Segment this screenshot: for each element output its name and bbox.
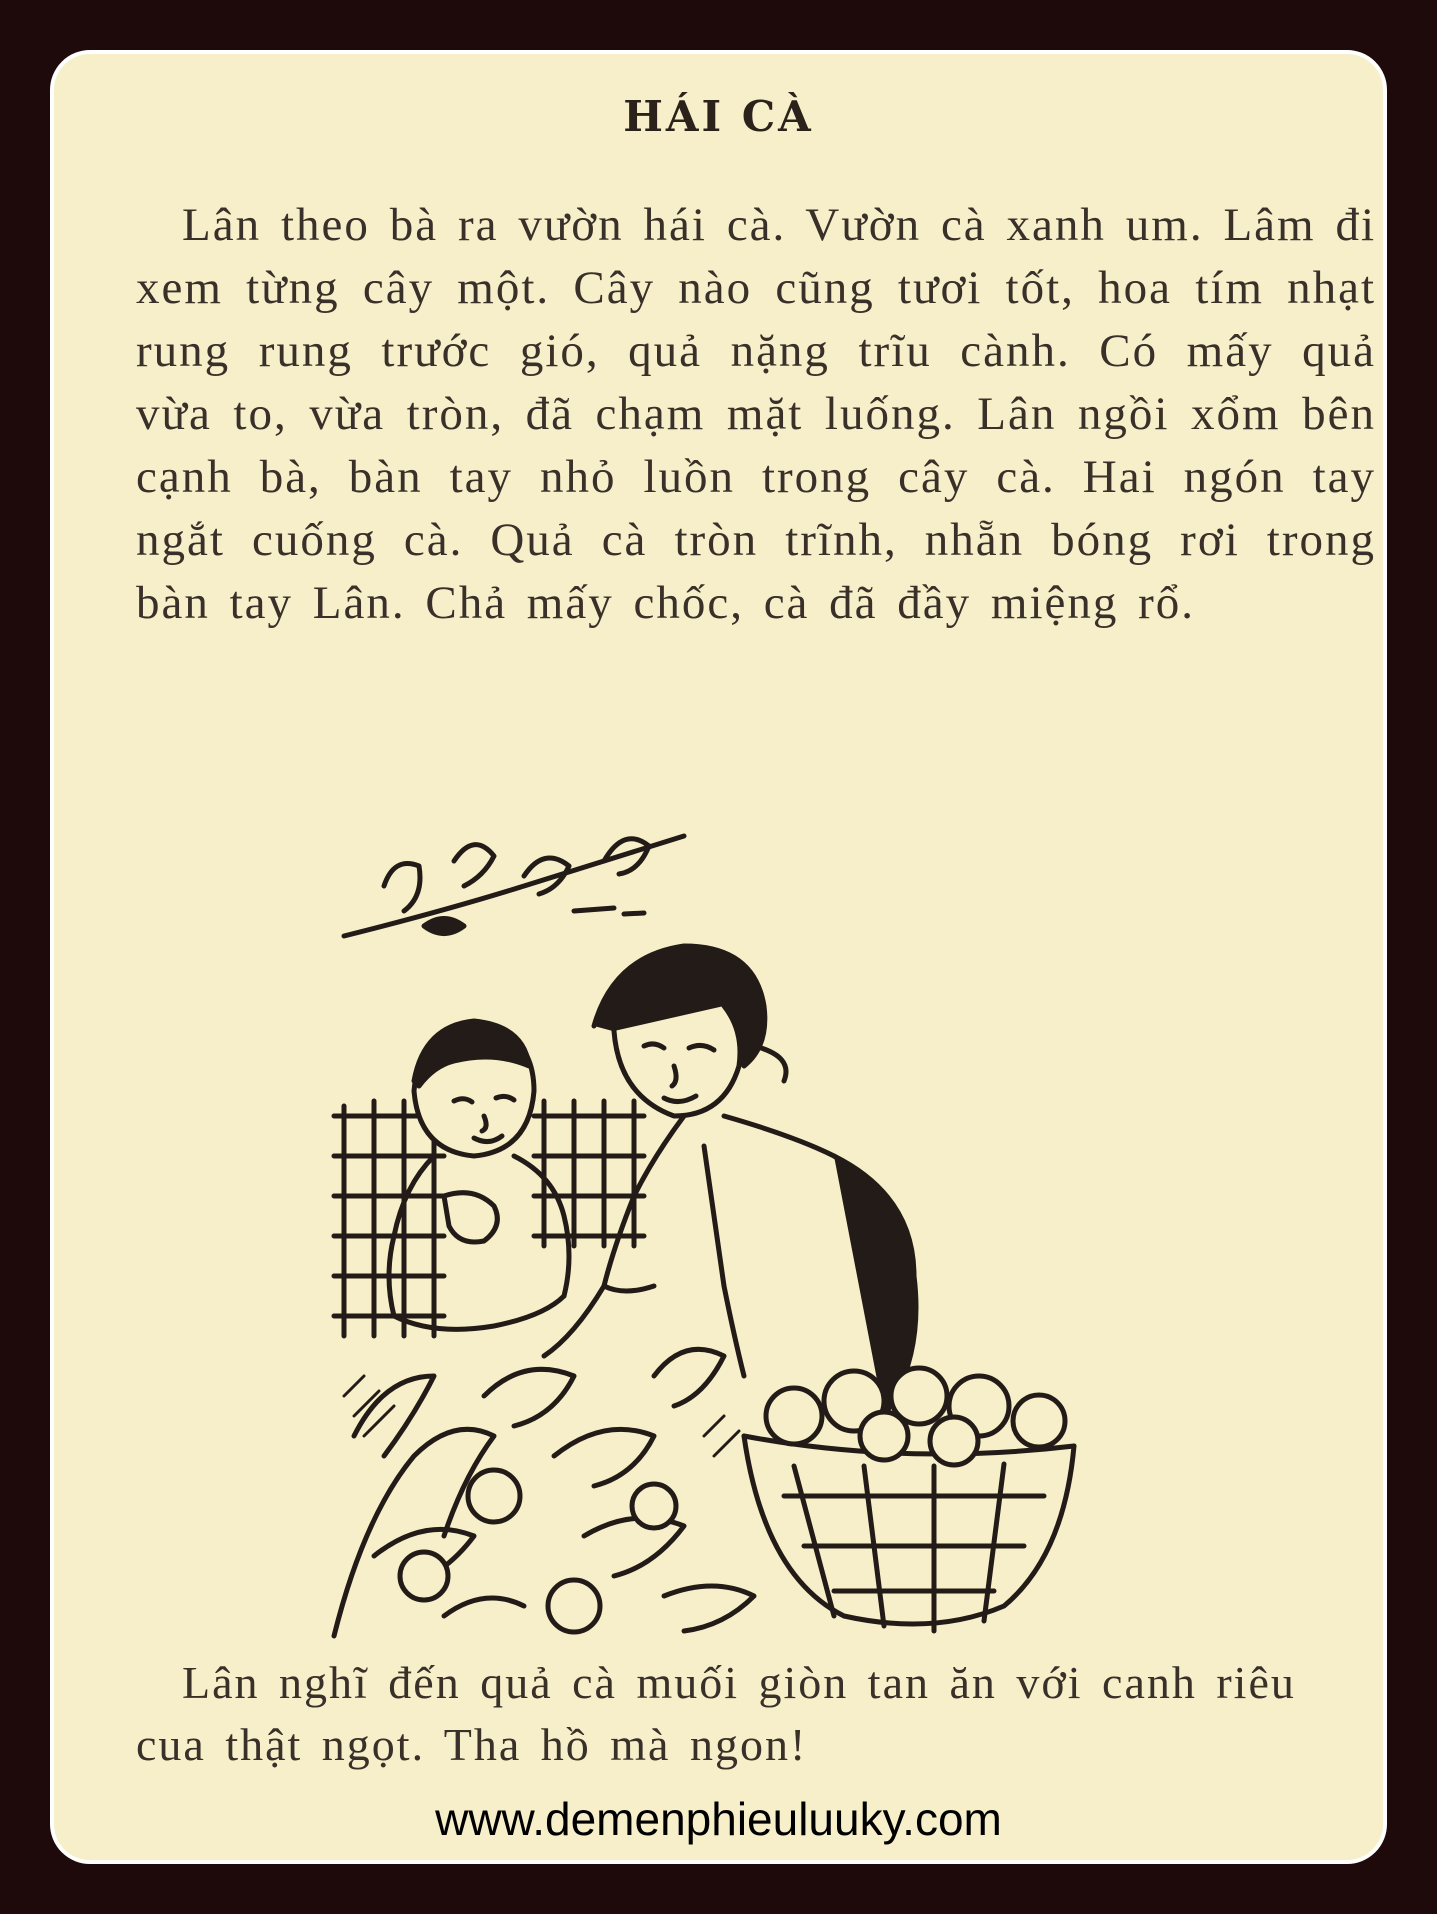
- website-url: www.demenphieuluuky.com: [435, 1793, 1002, 1845]
- story-paragraph: Lân theo bà ra vườn hái cà. Vườn cà xanh um. Lâm đi xem từng cây một. Cây nào cũng tươi tốt, hoa tím nhạt rung rung trước gió, quả nặng trĩu cành. Có mấy quả vừa to, vừa tròn, đã chạm mặt luống. Lân ngồi xổm bên cạnh bà, bàn tay nhỏ luồn trong cây cà. Hai ngón tay ngắt cuống cà. Quả cà tròn trĩnh, nhẵn bóng rơi trong bàn tay Lân. Chả mấy chốc, cà đã đầy miệng rổ.: [136, 199, 1376, 629]
- illustration-grandmother-and-child: [324, 816, 1134, 1646]
- page-title: HÁI CÀ: [623, 92, 814, 141]
- page-card: [50, 50, 1387, 1864]
- closing-paragraph: Lân nghĩ đến quả cà muối giòn tan ăn với canh riêu cua thật ngọt. Tha hồ mà ngon!: [136, 1657, 1296, 1770]
